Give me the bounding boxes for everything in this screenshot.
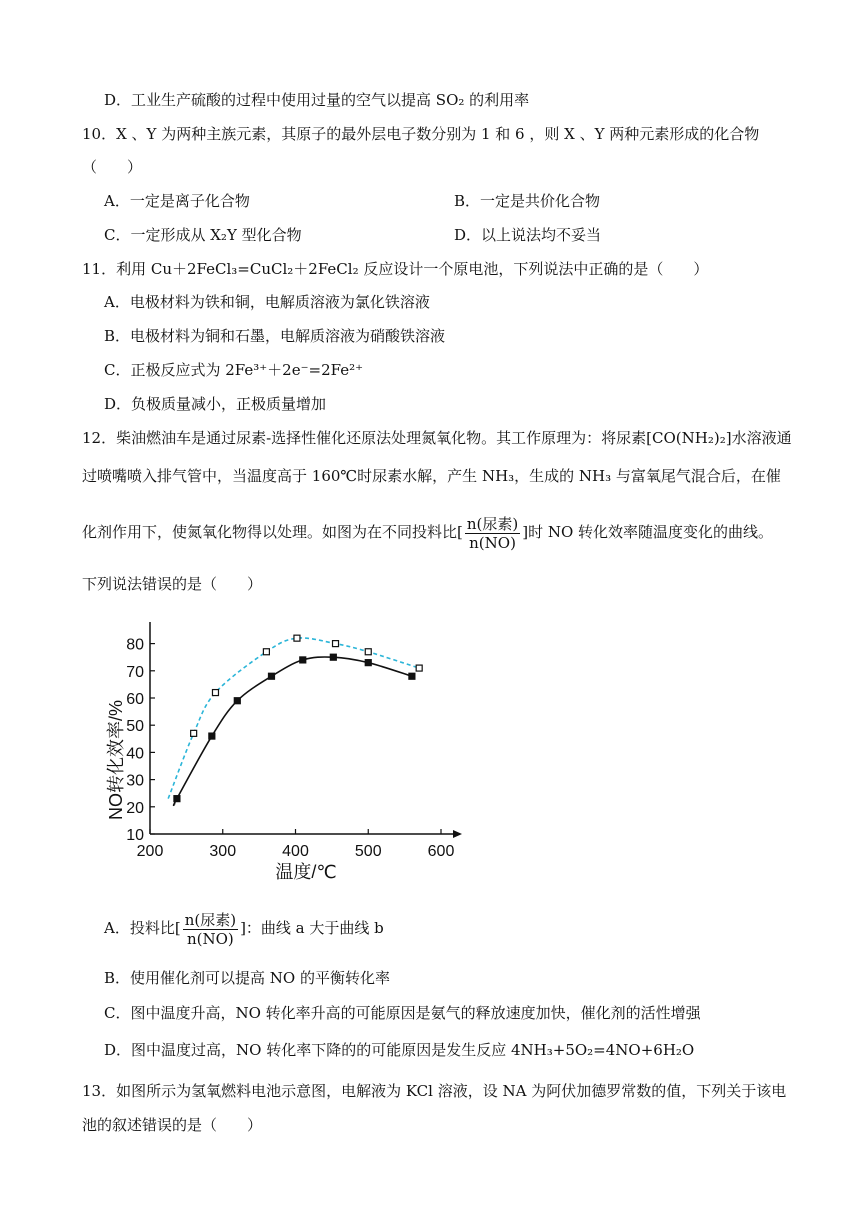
q13-stem-line1: 13．如图所示为氢氧燃料电池示意图，电解液为 KCl 溶液，设 NA 为阿伏加德罗常数的值，下列关于该电 — [82, 1082, 787, 1100]
q12-a-post: ]：曲线 a 大于曲线 b — [240, 919, 384, 937]
series-2-point — [174, 796, 180, 802]
q10-stem: 10．X 、Y 为两种主族元素，其原子的最外层电子数分别为 1 和 6 ，则 X 、Y 两种元素形成的化合物 — [82, 125, 760, 143]
fraction-denominator: n(NO) — [469, 533, 516, 552]
y-tick-label: 30 — [126, 772, 144, 790]
q12-option-d: D．图中温度过高，NO 转化率下降的的可能原因是发生反应 4NH₃+5O₂=4NO+6H₂O — [104, 1041, 695, 1059]
q11-option-d: D．负极质量减小，正极质量增加 — [104, 395, 327, 413]
q12-stem-line2: 过喷嘴喷入排气管中，当温度高于 160℃时尿素水解，产生 NH₃，生成的 NH₃ 与富氧尾气混合后，在催 — [82, 467, 781, 485]
x-tick-label: 500 — [354, 843, 382, 860]
q10-option-b: B．一定是共价化合物 — [454, 192, 601, 210]
x-tick-label: 200 — [136, 843, 164, 860]
q12-ratio-fraction — [465, 515, 520, 552]
y-tick-label: 10 — [126, 827, 144, 844]
fraction-denominator: n(NO) — [186, 929, 234, 948]
x-tick-label: 300 — [209, 843, 237, 860]
x-tick-label: 400 — [282, 843, 309, 860]
series-2-point — [365, 660, 371, 666]
q12-option-b: B．使用催化剂可以提高 NO 的平衡转化率 — [104, 969, 390, 987]
q12-stem-line4: 下列说法错误的是（ ） — [82, 575, 263, 593]
y-tick-label: 80 — [126, 636, 144, 654]
q12-line3-pre: 化剂作用下，使氮氧化物得以处理。如图为在不同投料比[ — [82, 523, 463, 541]
series-1-point — [212, 690, 218, 696]
series-1-point — [263, 649, 269, 655]
y-tick-label: 20 — [126, 799, 144, 817]
q12-option-a — [104, 908, 384, 948]
q11-option-a: A．电极材料为铁和铜，电解质溶液为氯化铁溶液 — [104, 293, 430, 311]
q9-option-d: D．工业生产硫酸的过程中使用过量的空气以提高 SO₂ 的利用率 — [104, 91, 530, 109]
fraction-numerator: n(尿素) — [184, 910, 237, 929]
q10-blank: （ ） — [82, 158, 143, 176]
series-1-point — [294, 635, 300, 641]
y-tick-label: 50 — [126, 718, 144, 736]
q11-option-c: C．正极反应式为 2Fe³⁺＋2e⁻=2Fe²⁺ — [104, 361, 364, 379]
series-1-point — [191, 730, 197, 736]
series-2-point — [330, 654, 336, 660]
q12-stem-line3 — [82, 512, 773, 552]
q11-option-b: B．电极材料为铜和石墨，电解质溶液为硝酸铁溶液 — [104, 327, 446, 345]
chart-axes — [126, 622, 462, 860]
q13-stem-line2: 池的叙述错误的是（ ） — [82, 1116, 263, 1134]
q11-stem: 11．利用 Cu＋2FeCl₃=CuCl₂＋2FeCl₂ 反应设计一个原电池，下列说法中正确的是（ ） — [82, 260, 709, 278]
q12-option-c: C．图中温度升高，NO 转化率升高的可能原因是氨气的释放速度加快，催化剂的活性增强 — [104, 1004, 701, 1022]
chart-series — [168, 635, 422, 805]
x-axis-label: 温度/℃ — [275, 862, 337, 882]
q10-option-c: C．一定形成从 X₂Y 型化合物 — [104, 226, 302, 244]
y-tick-label: 70 — [126, 663, 144, 681]
series-1-line — [168, 638, 419, 799]
series-2-point — [409, 673, 415, 679]
series-2-point — [234, 698, 240, 704]
y-tick-label: 60 — [126, 691, 144, 708]
q10-option-d: D．以上说法均不妥当 — [454, 226, 602, 244]
x-tick-label: 600 — [427, 843, 455, 860]
q12-line3-post: ]时 NO 转化效率随温度变化的曲线。 — [522, 523, 774, 541]
series-2-point — [209, 733, 215, 739]
series-2-line — [174, 657, 412, 805]
x-axis-arrow — [453, 830, 462, 838]
series-1-point — [365, 649, 371, 655]
series-1-point — [333, 641, 339, 647]
series-1-point — [416, 665, 422, 671]
y-axis-label: NO转化效率/% — [106, 699, 126, 821]
no-conversion-chart — [96, 610, 476, 890]
fraction-numerator: n(尿素) — [466, 514, 519, 533]
q12-stem-line1: 12．柴油燃油车是通过尿素-选择性催化还原法处理氮氧化物。其工作原理为：将尿素[CO(NH₂)₂]水溶液通 — [82, 429, 792, 447]
series-2-point — [268, 673, 274, 679]
y-tick-label: 40 — [126, 745, 144, 763]
q12-a-pre: A．投料比[ — [104, 919, 181, 937]
series-2-point — [300, 657, 306, 663]
q10-option-a: A．一定是离子化合物 — [104, 192, 250, 210]
q12-a-fraction — [183, 911, 238, 948]
